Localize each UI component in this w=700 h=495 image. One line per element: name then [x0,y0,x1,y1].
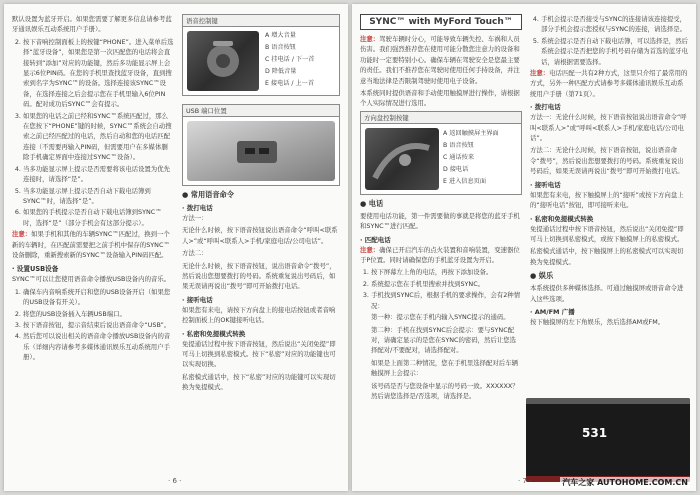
callout-item: B 语音按钮 [265,44,296,51]
step-item: 1. 按下屏幕左上角的电话，再按下添加设备。 [371,267,522,277]
step-item: 4. 当多功能显示屏上提示是否需要将该电话设置为优先连接时，请选择“是”。 [23,164,174,185]
steering-wheel-photo [187,31,259,91]
case-text: 该号码是否与您设备中显示的号码一致。XXXXXX？然后请您选择是/否选项，请选择是。 [371,381,519,400]
method2-text: 方法二：无论什么时候，按下语音按钮，说出语音命令“拨号”，然后说出您想要拨打的号码。系统重复说出号码后，如果无误请再说出“拨号”即可开始拨打电话。 [530,146,684,176]
pair-steps [360,267,522,311]
usb-port-icon [187,121,335,181]
callout-item: A 返回触摸屏主界面 [443,129,499,137]
step-item: 3. 如果您的电话之前已经和SYNC™系统匹配过，那么在您按下“PHONE”键的时候，SYNC™系统会自动搜索之前已经匹配过的电话，然后自动和您的电话匹配连接（不需要再输入PIN码，但需要用户在多媒体删除手机确定界面中连接过SYNC™设备）。 [23,111,174,163]
step-item: 2. 系统提示您在手机里搜索并找到SYNC。 [371,279,522,289]
method1-text: 无论什么时候，按下语音按钮说出语音命令“呼叫<联系人>”或“呼叫<联系人>手机/家庭电话/公司电话”。 [182,226,338,245]
answer-call-text: 如果您有来电，请按下方向盘上的接电话按钮或者音响控制面板上的OK键接听电话。 [182,305,336,325]
common-commands-heading: ● 常用语音命令 [182,190,234,199]
phone-heading: ● 电话 [360,198,384,208]
note-text: 驾驶车辆时分心，可能导致车辆失控、车祸和人员伤害。我们强烈推荐您在使用可能分散您注意力的设备和功能时一定要特别小心。确保车辆在驾驶安全是您最主要的责任。我们不推荐您在驾驶时使用任何手持设备，并注意当地法律是否限制驾驶时使用电子设备。 [360,35,520,85]
callout-list [265,30,314,90]
private-mode-text2: 私密模式通话中，按下触摸屏上的私密模式可以实现切换为免提模式。 [530,247,684,266]
steering-button-icon [365,128,439,190]
pair-heading: · 匹配电话 [360,235,391,244]
steering-controls-photo [365,128,439,190]
note-label: 注意： [530,69,550,78]
note-label: 注意： [360,35,380,43]
step-item: 6. 如果您的手机提示是否自动下载电话簿到SYNC™时，选择“是”（部分手机会有这部分提示）。 [23,207,174,228]
note-text: 如果手机和其他的车辆SYNC™匹配过，换到一个新的车辆时，在匹配前需要把之前手机中保存的SYNC™设备删除，重新搜索新的SYNC™设备输入PIN码匹配。 [12,230,170,259]
step-item: 4. 手机会提示是否接受与SYNC的连接请该连接提受，部分手机会提示您授权与SYNC的连接，请选择是。 [541,14,688,35]
answer-call-heading: · 接听电话 [182,295,213,304]
step-item: 1. 确保车内音响系统开启和您的USB设备开启（如果您的USB设备有开关）。 [23,287,174,308]
page-number: · 6 · [168,477,182,485]
figure-title: USB 端口位置 [183,105,339,117]
bluetooth-steps [12,37,174,228]
private-mode-heading: · 私密和免提模式转换 [530,214,594,223]
right-column-2 [530,14,688,329]
radio-heading: · AM/FM 广播 [530,307,575,316]
make-call-heading: · 拨打电话 [182,204,213,212]
callout-item: E 进入信息页面 [443,177,487,185]
radio-frequency: 531 [582,426,608,440]
private-mode-heading: · 私密和免提模式转换 [182,329,246,338]
note-label: 注意： [12,230,32,239]
method2-label: 方法二： [182,249,208,258]
step-item: 3. 按下语音按钮，提示音结束后说出语音命令“USB”。 [23,320,174,330]
phone-text: 要使用电话功能，第一件需要做的事就是将您的蓝牙手机和SYNC™进行匹配。 [360,211,520,231]
callout-item: C 挂电话 / 下一首 [265,56,315,63]
callout-item: D 接电话 [443,165,469,173]
callout-item: D 降低音量 [265,68,297,75]
step-item: 3. 手机找到SYNC后，根据手机的要求操作，会有2种情况： [371,290,522,311]
answer-call-heading: · 接听电话 [530,180,561,189]
intro-paragraph: 本系统同时提供语音和手动使用触摸屏进行操作，请根据个人实际情况进行选用。 [360,89,520,108]
screen-top-bar [526,398,690,404]
callout-item: E 接电话 / 上一首 [265,80,315,87]
note-paragraph [12,229,174,260]
usb-steps [12,287,174,363]
callout-item: A 增大音量 [265,32,296,39]
left-column-2 [182,14,340,395]
entertainment-heading: ● 娱乐 [530,271,554,281]
radio-text: 按下触摸屏的左下角娱乐，然后选择AM或FM。 [530,317,665,326]
pair-method-note [530,68,688,99]
pair-steps-continued [530,14,688,67]
voice-control-figure [182,14,340,96]
case-text: 如果是上面第二种情况，您在手机里选择配对后车辆触摸屏上会提示： [371,358,518,378]
step-item: 2. 按下音响控制面板上的按键“PHONE”。进入菜单后选择“蓝牙设备”，如果您是第一次匹配您的电话将会直接转到“添加”对应的功能键，然后多功能显示屏上会显示6位PIN码。在您的手机里查找蓝牙设备，直到搜索到名字为SYNC™的设备。选择连接该SYNC™设备，在选择连接之后会提示您在手机里输入6位PIN码。配对成功后SYNC™会有提示。 [23,37,174,110]
answer-call-text: 如果您有来电，按下触摸屏上的“接听”或按下方向盘上的“接听电话”按钮，即可接听来电。 [530,190,684,210]
safety-note [360,34,522,86]
figure-title: 方向盘控制按键 [361,112,521,124]
step-item: 5. 当多功能显示屏上提示是否自动下载电话簿到SYNC™时，请选择“是”。 [23,186,174,207]
left-column-1 [12,14,174,364]
steering-controls-figure [360,111,522,195]
private-mode-text1: 免提通话过程中按下语音按钮，然后说出“关闭免提”即可马上切换到私密模式，或按下触摸屏上的私密模式。 [530,224,684,243]
step-item: 2. 将您的USB设备插入车辆USB端口。 [23,309,174,319]
steering-button-icon [187,31,259,91]
note-label: 注意： [360,245,380,254]
step-item: 4. 然后您可以说出相关的语音命令播放USB设备内的音乐（详细内容请参考多媒体通讯娱乐互动系统用户手册）。 [23,331,174,362]
intro-paragraph: 默认设置为蓝牙开启。如果您需要了解更多信息请参考蓝牙通讯娱乐互动系统用户手册）。 [12,15,172,34]
callout-list [443,128,499,188]
method2-text: 无论什么时候，按下语音按钮，说出语音命令“拨号”，然后说出您想要拨打的号码。系统重复说出号码后，如果无误请再说出“拨号”即可开始拨打电话。 [182,261,336,291]
touch-screen-photo [526,398,690,482]
usb-port-photo [187,121,335,181]
usb-intro: SYNC™可以让您使用语音命令播放USB设备内的音乐。 [12,275,171,284]
usb-heading: · 设置USB设备 [12,265,59,274]
callout-item: B 语音按钮 [443,141,474,149]
private-mode-text1: 免提通话过程中按下语音按钮，然后说出“关闭免提”即可马上切换到私密模式。按下“私密”对应的功能键也可以实现切换。 [182,339,336,369]
callout-item: C 通话按来 [443,153,475,161]
note-text: 确保已开启汽车的点火装置和音响装置，变速器位于P位置。同时请确保您的手机蓝牙设置为开启。 [360,245,520,265]
section-title: SYNC™ with MyFord Touch™ [360,14,522,30]
figure-title: 语音控制键 [183,15,339,27]
entertainment-text: 本系统提供多种媒体选择。可通过触摸屏或语音命令进入这些选项。 [530,284,684,303]
private-mode-text2: 私密模式通话中，按下“私密”对应的功能键可以实现切换为免提模式。 [182,372,336,392]
note-text: 电话匹配一共有2种方式，这里只介绍了最常用的方式，另外一种匹配方式请参考多媒体通讯娱乐互动系统用户手册（第71页）。 [530,69,688,98]
left-page [4,4,348,491]
page-number: · 7 · [518,477,532,485]
usb-port-figure [182,104,340,186]
make-call-heading: · 拨打电话 [530,103,561,112]
pair-note [360,245,522,266]
method1-text: 方法一：无论什么时候，按下语音按钮说出语音命令“呼叫<联系人>”或“呼叫<联系人>手机/家庭电话/公司电话”。 [530,113,687,143]
watermark: 汽车之家 AUTOHOME.COM.CN [562,478,688,487]
case-text: 第一种：提示您在手机内输入SYNC提示的通码。 [371,313,510,322]
case-text: 第二种：手机在找到SYNC后会提示：要与SYNC配对，请确定显示的是您在SYNC的密码，然后让您选择配对/不要配对，请选择配对。 [371,325,517,355]
step-item: 5. 系统会提示是否自动下载电话簿，可以选择是，然后系统会提示是否把您的手机号码存储为首选的蓝牙电话，请根据需要选择。 [541,36,688,67]
right-column-1 [360,14,522,403]
right-page [352,4,696,491]
method1-label: 方法一： [182,214,208,222]
